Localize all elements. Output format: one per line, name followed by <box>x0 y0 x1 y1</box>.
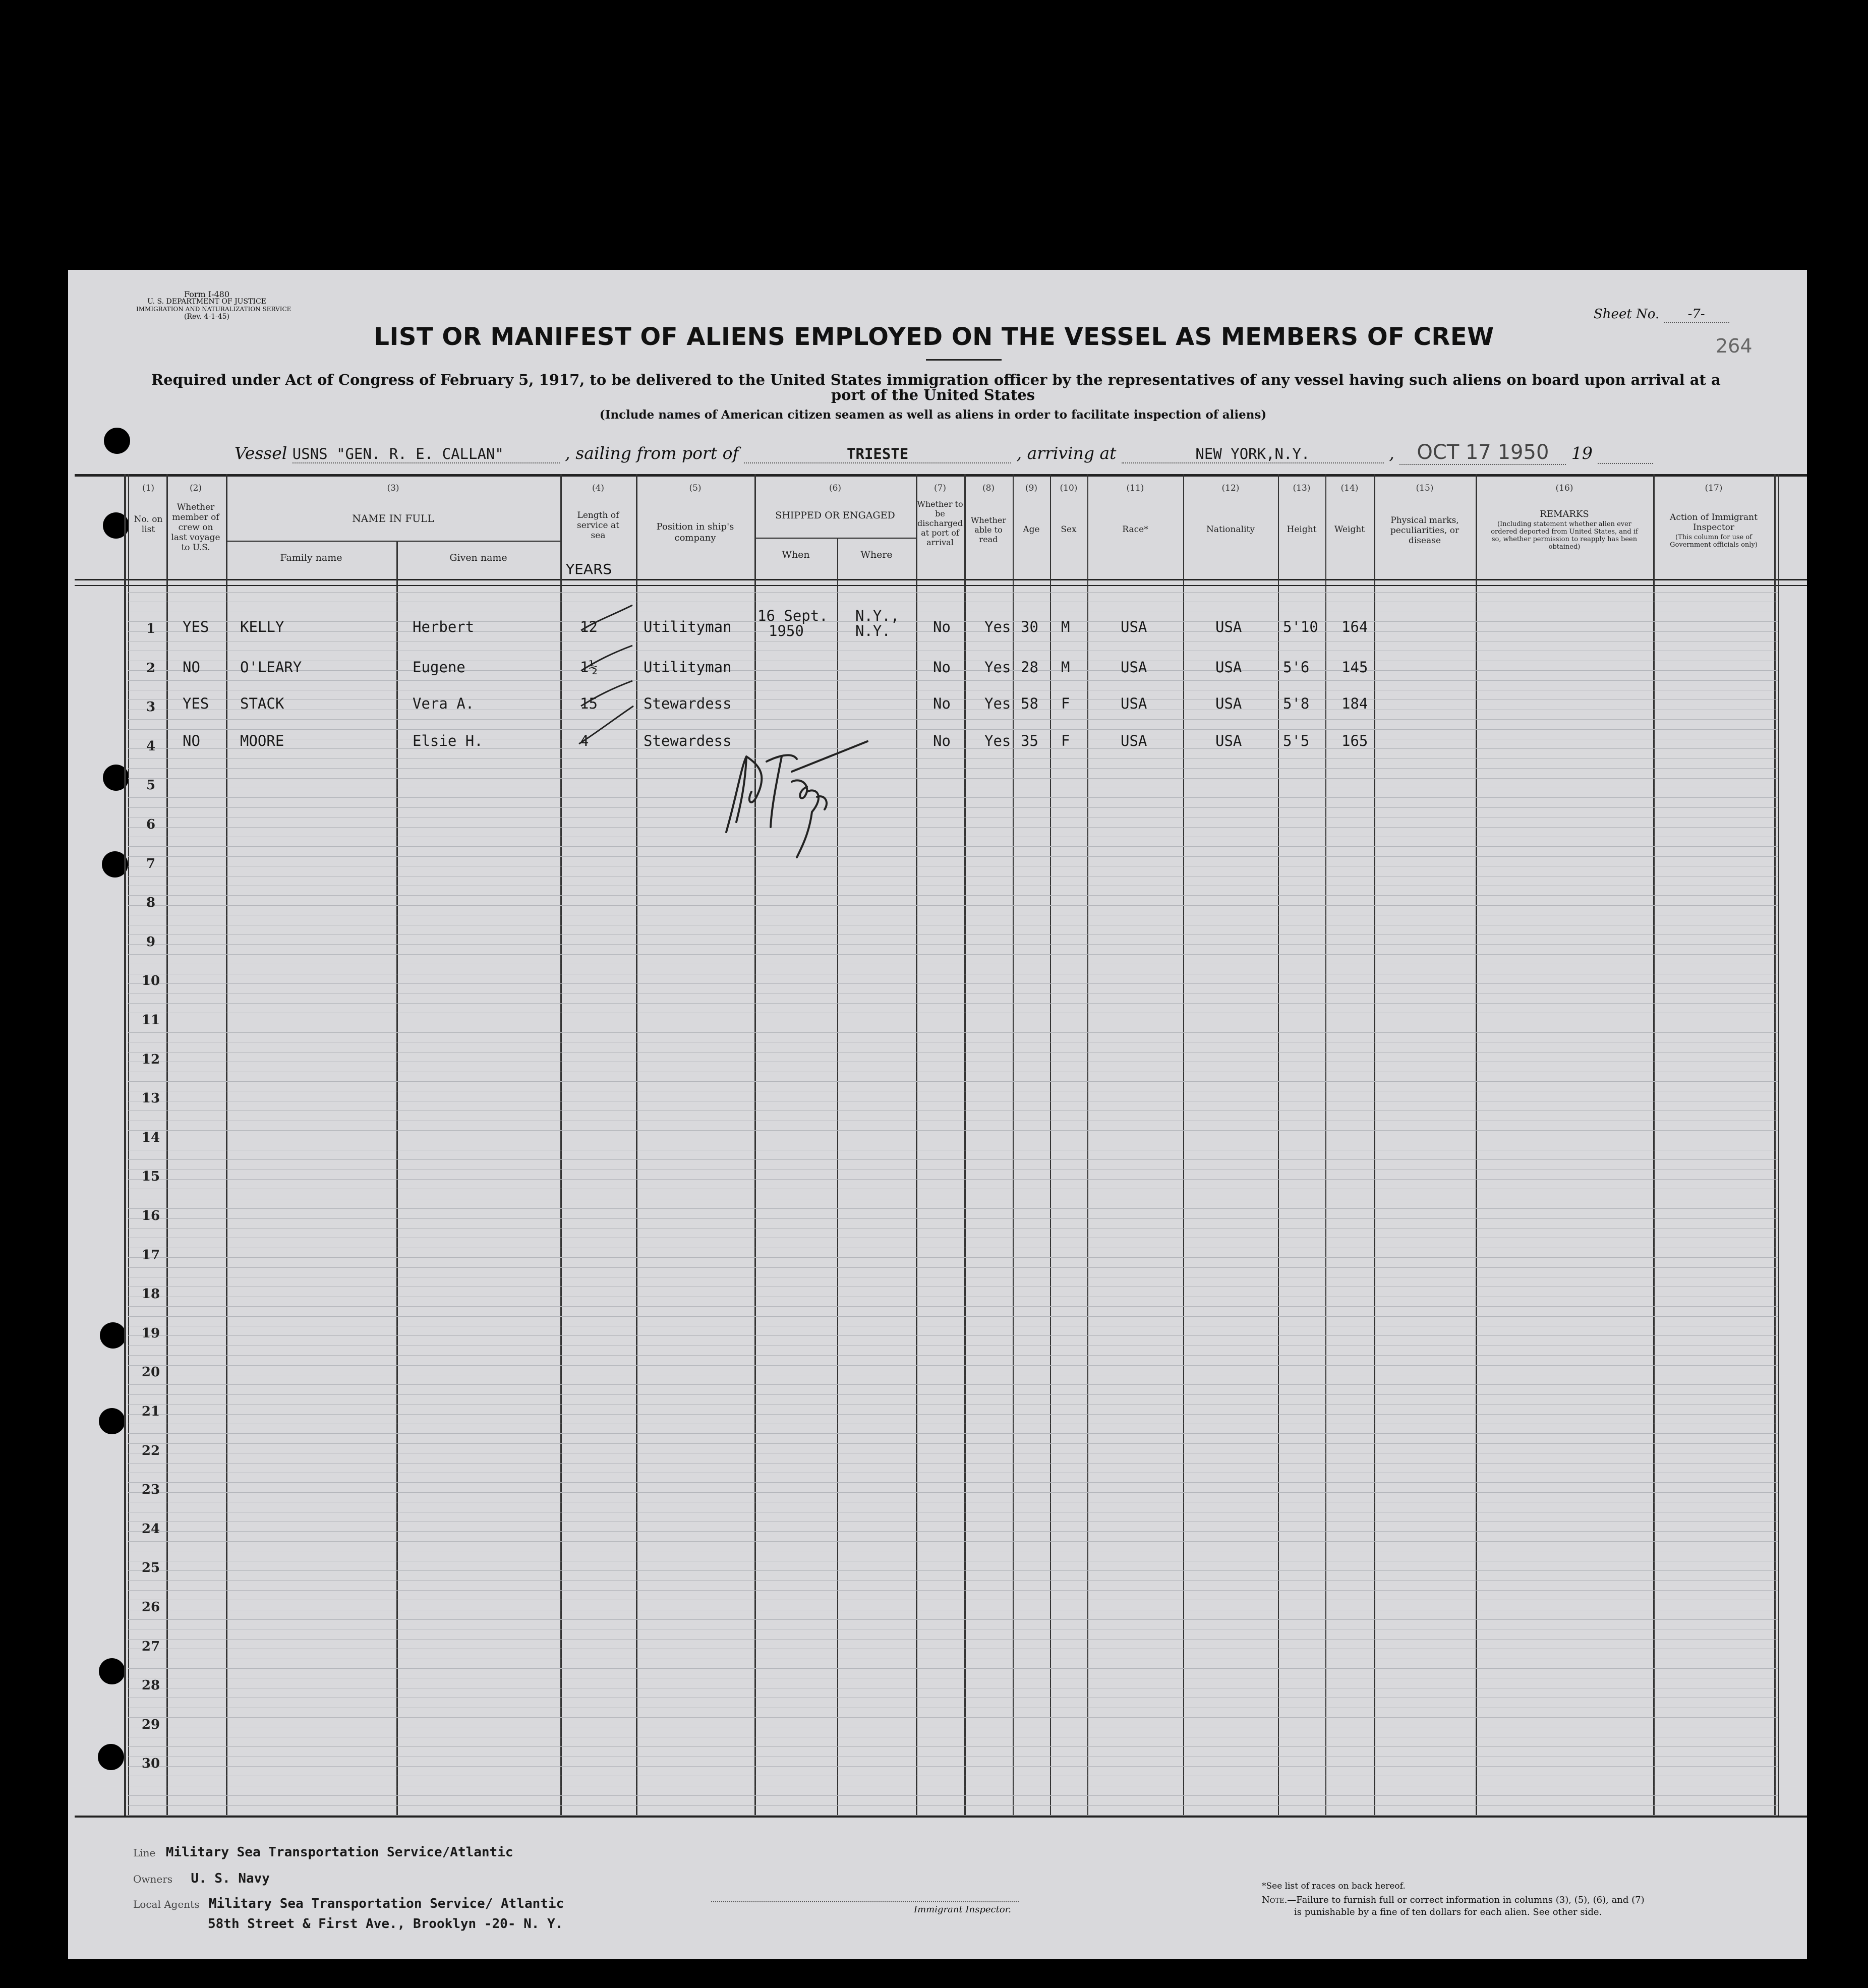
row-number: 10 <box>141 973 160 988</box>
crew-read-cell: Yes <box>984 695 1011 712</box>
row-number: 21 <box>141 1404 160 1419</box>
column-rule <box>1774 474 1776 1816</box>
crew-given-cell: Eugene <box>413 659 465 676</box>
punch-hole <box>100 1322 126 1349</box>
column-rule <box>1087 474 1088 1816</box>
races-note: *See list of races on back hereof. <box>1262 1881 1406 1891</box>
crew-years-cell: 4 <box>580 732 589 749</box>
vessel-label: Vessel <box>235 443 287 463</box>
row-number: 4 <box>146 739 156 754</box>
col-number: (14) <box>1340 483 1359 493</box>
column-rule <box>1476 474 1477 1816</box>
col-header-when: When <box>782 549 810 560</box>
row-number: 15 <box>141 1169 160 1184</box>
col-number: (16) <box>1555 483 1573 493</box>
col-header-where: Where <box>860 549 893 560</box>
service-name: IMMIGRATION AND NATURALIZATION SERVICE <box>136 306 291 313</box>
row-number: 12 <box>141 1052 160 1067</box>
crew-age-cell: 35 <box>1021 732 1038 749</box>
crew-discharged-cell: No <box>933 695 951 712</box>
crew-nationality-cell: USA <box>1215 659 1242 676</box>
crew-sex-cell: F <box>1061 695 1070 712</box>
crew-weight-cell: 165 <box>1341 732 1368 749</box>
col-number: (2) <box>189 483 202 493</box>
col-number: (6) <box>829 483 842 493</box>
footer-agents <box>133 1896 564 1911</box>
sailing-port: TRIESTE <box>744 445 1011 463</box>
form-id-block <box>136 289 291 321</box>
punch-hole <box>98 1744 124 1770</box>
row-number: 29 <box>141 1717 160 1732</box>
col-header-age: Age <box>1023 524 1040 535</box>
crew-race-cell: USA <box>1121 618 1147 635</box>
col-number: (13) <box>1293 483 1311 493</box>
column-rule <box>1013 474 1014 1816</box>
row-number: 23 <box>141 1482 160 1497</box>
col-header-prior-voyage: Whether member of crew on last voyage to U.S. <box>171 502 220 553</box>
sheet-number: -7- <box>1664 307 1729 323</box>
row-number: 19 <box>141 1326 160 1341</box>
row-number: 5 <box>146 778 156 793</box>
crew-shipped-when1-cell: 16 Sept. <box>757 607 828 624</box>
arrival-date-stamp: OCT 17 1950 <box>1399 441 1566 465</box>
col-header-shipped-engaged: SHIPPED OR ENGAGED <box>775 510 895 521</box>
column-rule <box>964 474 966 1816</box>
sailing-label: , sailing from port of <box>565 443 739 463</box>
col-number: (10) <box>1060 483 1078 493</box>
row-number: 8 <box>146 895 156 910</box>
row-number: 22 <box>141 1443 160 1458</box>
years-check-marks <box>567 600 648 772</box>
crew-prior-cell: NO <box>183 732 200 749</box>
crew-position-cell: Utilityman <box>644 659 732 676</box>
subtitle-line-1: Required under Act of Congress of February 5, 1917, to be delivered to the United States immigration officer by the representatives of any vessel having such aliens on board upon arrival at a <box>151 371 1721 388</box>
row-number: 17 <box>141 1248 160 1263</box>
col-number: (1) <box>142 483 155 493</box>
col-header-sex: Sex <box>1061 524 1077 535</box>
crew-age-cell: 28 <box>1021 659 1038 676</box>
note-text-1: —Failure to furnish full or correct information in columns (3), (5), (6), and (7) <box>1287 1895 1645 1905</box>
crew-race-cell: USA <box>1121 659 1147 676</box>
row-number: 3 <box>146 699 156 715</box>
col-number: (5) <box>689 483 702 493</box>
crew-read-cell: Yes <box>984 618 1011 635</box>
col-header-given-name: Given name <box>449 552 507 563</box>
row-number: 24 <box>141 1522 160 1537</box>
crew-position-cell: Stewardess <box>644 695 732 712</box>
column-rule <box>396 541 398 1816</box>
col-number: (3) <box>387 483 399 493</box>
col-header-height: Height <box>1287 524 1317 535</box>
crew-family-cell: KELLY <box>240 618 284 635</box>
vessel-line: Vessel USNS "GEN. R. E. CALLAN" , sailing from port of TRIESTE , arriving at NEW YORK,N.Y. , OCT 17 1950 19 <box>235 441 1653 465</box>
row-number: 26 <box>141 1600 160 1615</box>
crew-weight-cell: 184 <box>1341 695 1368 712</box>
subtitle <box>151 371 1721 423</box>
note-text-2: is punishable by a fine of ten dollars for each alien. See other side. <box>1294 1907 1602 1917</box>
punch-hole <box>104 428 130 454</box>
col-header-discharged: Whether to be discharged at port of arrival <box>917 499 963 547</box>
col-header-length-service: Length of service at sea <box>577 510 619 541</box>
crew-age-cell: 58 <box>1021 695 1038 712</box>
col-header-inspector-action: Action of Immigrant Inspector <box>1670 512 1758 533</box>
col-header-able-to-read: Whether able to read <box>970 515 1007 544</box>
line-value: Military Sea Transportation Service/Atlantic <box>165 1845 513 1860</box>
crew-prior-cell: NO <box>183 659 200 676</box>
crew-years-cell: 12 <box>580 618 598 635</box>
col-number: (17) <box>1705 483 1723 493</box>
col-header-name-in-full: NAME IN FULL <box>352 512 434 524</box>
crew-weight-cell: 164 <box>1341 618 1368 635</box>
row-number: 2 <box>146 661 156 676</box>
row-number: 1 <box>146 621 156 636</box>
crew-race-cell: USA <box>1121 695 1147 712</box>
crew-given-cell: Herbert <box>413 618 475 635</box>
col-number: (11) <box>1126 483 1144 493</box>
col-header-no-on-list: No. on list <box>134 514 163 535</box>
column-rule <box>916 474 917 1816</box>
col-header-years: YEARS <box>566 561 612 577</box>
row-number: 9 <box>146 934 156 950</box>
col-number: (12) <box>1221 483 1240 493</box>
punch-hole <box>99 1408 125 1434</box>
crew-position-cell: Stewardess <box>644 732 732 749</box>
column-rule <box>1050 474 1051 1816</box>
col-number: (9) <box>1025 483 1038 493</box>
col-number: (7) <box>933 483 947 493</box>
agents-label: Local Agents <box>133 1898 200 1910</box>
crew-read-cell: Yes <box>984 732 1011 749</box>
crew-prior-cell: YES <box>183 695 209 712</box>
column-rule <box>1325 474 1326 1816</box>
crew-read-cell: Yes <box>984 659 1011 676</box>
col-header-weight: Weight <box>1334 524 1365 535</box>
row-number: 18 <box>141 1287 160 1302</box>
footer-line <box>133 1845 513 1860</box>
crew-position-cell: Utilityman <box>644 618 732 635</box>
note-label: Note. <box>1262 1895 1288 1905</box>
col-header-position: Position in ship's company <box>656 521 734 543</box>
owners-label: Owners <box>133 1873 173 1885</box>
department-name: U. S. DEPARTMENT OF JUSTICE <box>147 298 266 306</box>
row-number: 27 <box>141 1639 160 1654</box>
crew-sex-cell: M <box>1061 659 1070 676</box>
check-mark-path <box>579 605 633 744</box>
vessel-name: USNS "GEN. R. E. CALLAN" <box>293 445 560 463</box>
row-number: 30 <box>141 1756 160 1771</box>
agents-value-1: Military Sea Transportation Service/ Atlantic <box>208 1896 564 1911</box>
col-header-nationality: Nationality <box>1206 524 1255 535</box>
penalty-note <box>1262 1894 1645 1918</box>
row-number: 28 <box>141 1678 160 1693</box>
row-number: 14 <box>141 1130 160 1145</box>
crew-family-cell: STACK <box>240 695 284 712</box>
row-number: 7 <box>146 856 156 871</box>
column-rule <box>128 474 129 1816</box>
crew-nationality-cell: USA <box>1215 695 1242 712</box>
crew-shipped-when2-cell: 1950 <box>769 622 804 639</box>
crew-nationality-cell: USA <box>1215 618 1242 635</box>
crew-age-cell: 30 <box>1021 618 1038 635</box>
column-rule <box>124 474 126 1816</box>
col-header-physical-marks: Physical marks, peculiarities, or disease <box>1390 515 1460 546</box>
col-header-race: Race* <box>1122 524 1148 535</box>
crew-discharged-cell: No <box>933 732 951 749</box>
inspector-initials-scribble <box>716 736 888 867</box>
subtitle-line-2: port of the United States <box>831 386 1035 403</box>
column-rule <box>1374 474 1375 1816</box>
year-label: 19 <box>1571 443 1593 463</box>
crew-height-cell: 5'10 <box>1283 618 1318 635</box>
crew-given-cell: Vera A. <box>413 695 475 712</box>
row-number: 6 <box>146 817 156 832</box>
form-revision: (Rev. 4-1-45) <box>184 313 229 321</box>
column-rule <box>226 474 227 1816</box>
column-rule <box>1278 474 1279 1816</box>
arriving-port: NEW YORK,N.Y. <box>1122 445 1384 463</box>
crew-height-cell: 5'5 <box>1283 732 1310 749</box>
col-header-remarks: REMARKS <box>1540 509 1589 519</box>
sheet-number-label <box>1594 307 1729 323</box>
column-rule <box>560 474 562 1816</box>
owners-value: U. S. Navy <box>191 1871 270 1886</box>
col-number: (15) <box>1416 483 1434 493</box>
sheet-label: Sheet No. <box>1594 307 1660 322</box>
crew-years-cell: 15 <box>580 695 598 712</box>
column-rule <box>1183 474 1184 1816</box>
crew-race-cell: USA <box>1121 732 1147 749</box>
page-title: LIST OR MANIFEST OF ALIENS EMPLOYED ON THE VESSEL AS MEMBERS OF CREW <box>374 323 1494 351</box>
crew-sex-cell: M <box>1061 618 1070 635</box>
row-number: 11 <box>141 1013 160 1028</box>
footer-owners <box>133 1871 270 1886</box>
row-number: 16 <box>141 1208 160 1223</box>
row-number: 25 <box>141 1560 160 1575</box>
crew-height-cell: 5'6 <box>1283 659 1310 676</box>
agents-value-2: 58th Street & First Ave., Brooklyn -20- N. Y. <box>208 1916 563 1932</box>
crew-prior-cell: YES <box>183 618 209 635</box>
col-number: (4) <box>592 483 605 493</box>
crew-discharged-cell: No <box>933 618 951 635</box>
crew-family-cell: MOORE <box>240 732 284 749</box>
punch-hole <box>99 1658 125 1684</box>
crew-discharged-cell: No <box>933 659 951 676</box>
column-rule <box>1653 474 1655 1816</box>
crew-years-cell: 1½ <box>580 659 598 676</box>
column-rule <box>754 474 756 1816</box>
page-stamp: 264 <box>1716 335 1753 357</box>
row-number: 20 <box>141 1365 160 1380</box>
crew-sex-cell: F <box>1061 732 1070 749</box>
arriving-label: , arriving at <box>1016 443 1117 463</box>
column-rule <box>1778 474 1779 1816</box>
col-header-remarks-note: (Including statement whether alien ever ordered deported from United States, and if so, whether permission to reapply has been obtained) <box>1491 520 1638 551</box>
form-number: Form I-480 <box>184 289 230 299</box>
inspector-label: Immigrant Inspector. <box>914 1904 1012 1915</box>
crew-weight-cell: 145 <box>1341 659 1368 676</box>
crew-nationality-cell: USA <box>1215 732 1242 749</box>
col-header-family-name: Family name <box>280 552 342 563</box>
row-number: 13 <box>141 1091 160 1106</box>
col-header-inspector-note: (This column for use of Government officials only) <box>1670 534 1758 549</box>
line-label: Line <box>133 1847 156 1859</box>
col-number: (8) <box>982 483 995 493</box>
crew-given-cell: Elsie H. <box>413 732 483 749</box>
crew-height-cell: 5'8 <box>1283 695 1310 712</box>
crew-shipped-where1-cell: N.Y., <box>855 607 900 624</box>
crew-family-cell: O'LEARY <box>240 659 302 676</box>
subtitle-note: (Include names of American citizen seamen as well as aliens in order to facilitate inspection of aliens) <box>599 408 1267 422</box>
crew-shipped-where2-cell: N.Y. <box>855 622 891 639</box>
